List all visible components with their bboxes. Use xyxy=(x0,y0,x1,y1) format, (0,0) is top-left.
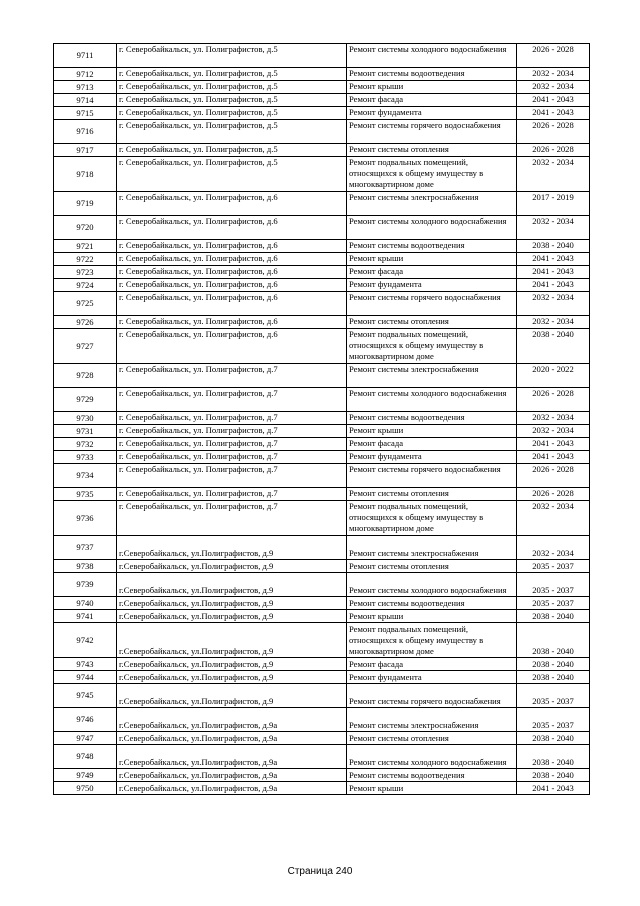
row-period: 2038 - 2040 xyxy=(517,769,590,782)
row-work-type: Ремонт системы водоотведения xyxy=(347,240,517,253)
table-row xyxy=(54,425,590,438)
row-work-type: Ремонт крыши xyxy=(347,81,517,94)
table-row xyxy=(54,658,590,671)
row-work-type: Ремонт подвальных помещений, относящихся к общему имуществу в многоквартирном доме xyxy=(347,501,517,536)
row-work-type: Ремонт системы отопления xyxy=(347,316,517,329)
row-period: 2038 - 2040 xyxy=(517,623,590,658)
row-number: 9727 xyxy=(54,329,117,364)
row-work-type: Ремонт системы электроснабжения xyxy=(347,364,517,388)
table-row xyxy=(54,364,590,388)
table-row xyxy=(54,464,590,488)
row-work-type: Ремонт системы отопления xyxy=(347,560,517,573)
row-address: г. Северобайкальск, ул. Полиграфистов, д.7 xyxy=(117,425,347,438)
row-address: г. Северобайкальск, ул. Полиграфистов, д.6 xyxy=(117,279,347,292)
row-period: 2038 - 2040 xyxy=(517,240,590,253)
row-address: г. Северобайкальск, ул. Полиграфистов, д.6 xyxy=(117,329,347,364)
row-work-type: Ремонт крыши xyxy=(347,253,517,266)
table-row xyxy=(54,107,590,120)
table-row xyxy=(54,536,590,560)
row-address: г.Северобайкальск, ул.Полиграфистов, д.9 xyxy=(117,536,347,560)
row-address: г. Северобайкальск, ул. Полиграфистов, д.7 xyxy=(117,438,347,451)
row-period: 2032 - 2034 xyxy=(517,68,590,81)
row-number: 9744 xyxy=(54,671,117,684)
row-work-type: Ремонт системы отопления xyxy=(347,732,517,745)
row-number: 9714 xyxy=(54,94,117,107)
row-period: 2032 - 2034 xyxy=(517,81,590,94)
row-work-type: Ремонт системы электроснабжения xyxy=(347,192,517,216)
row-period: 2035 - 2037 xyxy=(517,708,590,732)
row-address: г.Северобайкальск, ул.Полиграфистов, д.9 xyxy=(117,610,347,623)
row-work-type: Ремонт системы электроснабжения xyxy=(347,536,517,560)
row-address: г. Северобайкальск, ул. Полиграфистов, д.6 xyxy=(117,240,347,253)
row-work-type: Ремонт системы горячего водоснабжения xyxy=(347,684,517,708)
table-row xyxy=(54,81,590,94)
row-period: 2038 - 2040 xyxy=(517,671,590,684)
table-row xyxy=(54,769,590,782)
row-address: г. Северобайкальск, ул. Полиграфистов, д.6 xyxy=(117,266,347,279)
table-body xyxy=(54,44,590,795)
row-period: 2041 - 2043 xyxy=(517,782,590,795)
table-row xyxy=(54,451,590,464)
row-number: 9730 xyxy=(54,412,117,425)
row-period: 2032 - 2034 xyxy=(517,216,590,240)
table-row xyxy=(54,412,590,425)
row-work-type: Ремонт фундамента xyxy=(347,107,517,120)
row-period: 2041 - 2043 xyxy=(517,451,590,464)
row-number: 9712 xyxy=(54,68,117,81)
row-work-type: Ремонт системы холодного водоснабжения xyxy=(347,573,517,597)
page-number: Страница 240 xyxy=(287,866,353,877)
row-number: 9718 xyxy=(54,157,117,192)
table-row xyxy=(54,94,590,107)
row-work-type: Ремонт подвальных помещений, относящихся к общему имуществу в многоквартирном доме xyxy=(347,623,517,658)
row-period: 2032 - 2034 xyxy=(517,292,590,316)
row-number: 9750 xyxy=(54,782,117,795)
table-row xyxy=(54,68,590,81)
row-number: 9733 xyxy=(54,451,117,464)
table-row xyxy=(54,623,590,658)
table-row xyxy=(54,388,590,412)
table-row xyxy=(54,329,590,364)
row-number: 9748 xyxy=(54,745,117,769)
row-address: г. Северобайкальск, ул. Полиграфистов, д.5 xyxy=(117,120,347,144)
row-number: 9728 xyxy=(54,364,117,388)
row-period: 2041 - 2043 xyxy=(517,253,590,266)
row-period: 2041 - 2043 xyxy=(517,94,590,107)
row-number: 9729 xyxy=(54,388,117,412)
row-address: г. Северобайкальск, ул. Полиграфистов, д.5 xyxy=(117,44,347,68)
row-period: 2038 - 2040 xyxy=(517,745,590,769)
row-period: 2035 - 2037 xyxy=(517,560,590,573)
table-row xyxy=(54,266,590,279)
row-address: г. Северобайкальск, ул. Полиграфистов, д.5 xyxy=(117,68,347,81)
row-address: г. Северобайкальск, ул. Полиграфистов, д.7 xyxy=(117,412,347,425)
row-work-type: Ремонт крыши xyxy=(347,610,517,623)
row-work-type: Ремонт системы горячего водоснабжения xyxy=(347,464,517,488)
row-work-type: Ремонт подвальных помещений, относящихся к общему имуществу в многоквартирном доме xyxy=(347,157,517,192)
row-work-type: Ремонт системы горячего водоснабжения xyxy=(347,292,517,316)
table-row xyxy=(54,745,590,769)
row-work-type: Ремонт системы горячего водоснабжения xyxy=(347,120,517,144)
table-row xyxy=(54,157,590,192)
row-number: 9740 xyxy=(54,597,117,610)
row-address: г.Северобайкальск, ул.Полиграфистов, д.9 xyxy=(117,658,347,671)
row-address: г. Северобайкальск, ул. Полиграфистов, д.5 xyxy=(117,94,347,107)
row-number: 9722 xyxy=(54,253,117,266)
row-period: 2032 - 2034 xyxy=(517,536,590,560)
table-row xyxy=(54,279,590,292)
row-address: г. Северобайкальск, ул. Полиграфистов, д.5 xyxy=(117,157,347,192)
row-address: г.Северобайкальск, ул.Полиграфистов, д.9 xyxy=(117,671,347,684)
repair-schedule-table xyxy=(53,43,590,795)
table-row xyxy=(54,316,590,329)
row-period: 2026 - 2028 xyxy=(517,120,590,144)
row-work-type: Ремонт крыши xyxy=(347,425,517,438)
table-row xyxy=(54,144,590,157)
row-number: 9724 xyxy=(54,279,117,292)
row-address: г. Северобайкальск, ул. Полиграфистов, д.6 xyxy=(117,253,347,266)
row-period: 2035 - 2037 xyxy=(517,597,590,610)
row-address: г. Северобайкальск, ул. Полиграфистов, д.5 xyxy=(117,107,347,120)
row-period: 2038 - 2040 xyxy=(517,732,590,745)
row-work-type: Ремонт системы водоотведения xyxy=(347,769,517,782)
table-row xyxy=(54,240,590,253)
row-address: г.Северобайкальск, ул.Полиграфистов, д.9а xyxy=(117,732,347,745)
table-row xyxy=(54,438,590,451)
row-period: 2032 - 2034 xyxy=(517,501,590,536)
row-address: г. Северобайкальск, ул. Полиграфистов, д.6 xyxy=(117,216,347,240)
row-work-type: Ремонт фасада xyxy=(347,266,517,279)
row-address: г.Северобайкальск, ул.Полиграфистов, д.9 xyxy=(117,684,347,708)
table-row xyxy=(54,610,590,623)
row-number: 9720 xyxy=(54,216,117,240)
row-address: г.Северобайкальск, ул.Полиграфистов, д.9а xyxy=(117,745,347,769)
row-number: 9717 xyxy=(54,144,117,157)
table-row xyxy=(54,501,590,536)
row-address: г. Северобайкальск, ул. Полиграфистов, д.6 xyxy=(117,292,347,316)
row-period: 2041 - 2043 xyxy=(517,279,590,292)
row-number: 9747 xyxy=(54,732,117,745)
row-period: 2032 - 2034 xyxy=(517,412,590,425)
row-address: г. Северобайкальск, ул. Полиграфистов, д.6 xyxy=(117,192,347,216)
table-row xyxy=(54,44,590,68)
row-work-type: Ремонт фундамента xyxy=(347,671,517,684)
table-row xyxy=(54,708,590,732)
table-row xyxy=(54,684,590,708)
row-number: 9731 xyxy=(54,425,117,438)
row-number: 9739 xyxy=(54,573,117,597)
row-number: 9746 xyxy=(54,708,117,732)
row-number: 9721 xyxy=(54,240,117,253)
row-work-type: Ремонт системы электроснабжения xyxy=(347,708,517,732)
row-number: 9716 xyxy=(54,120,117,144)
row-number: 9745 xyxy=(54,684,117,708)
table-row xyxy=(54,292,590,316)
row-period: 2038 - 2040 xyxy=(517,610,590,623)
row-address: г. Северобайкальск, ул. Полиграфистов, д.7 xyxy=(117,388,347,412)
row-address: г. Северобайкальск, ул. Полиграфистов, д.6 xyxy=(117,316,347,329)
row-number: 9711 xyxy=(54,44,117,68)
row-period: 2038 - 2040 xyxy=(517,329,590,364)
row-address: г.Северобайкальск, ул.Полиграфистов, д.9 xyxy=(117,560,347,573)
table-row xyxy=(54,573,590,597)
row-work-type: Ремонт фундамента xyxy=(347,279,517,292)
row-period: 2032 - 2034 xyxy=(517,425,590,438)
table-row xyxy=(54,597,590,610)
row-number: 9723 xyxy=(54,266,117,279)
row-period: 2041 - 2043 xyxy=(517,438,590,451)
row-work-type: Ремонт фасада xyxy=(347,658,517,671)
row-period: 2035 - 2037 xyxy=(517,684,590,708)
row-address: г. Северобайкальск, ул. Полиграфистов, д.7 xyxy=(117,488,347,501)
row-work-type: Ремонт подвальных помещений, относящихся к общему имуществу в многоквартирном доме xyxy=(347,329,517,364)
table-row xyxy=(54,732,590,745)
row-number: 9742 xyxy=(54,623,117,658)
row-number: 9749 xyxy=(54,769,117,782)
row-work-type: Ремонт системы отопления xyxy=(347,144,517,157)
row-address: г.Северобайкальск, ул.Полиграфистов, д.9 xyxy=(117,573,347,597)
table-row xyxy=(54,120,590,144)
row-period: 2017 - 2019 xyxy=(517,192,590,216)
row-address: г.Северобайкальск, ул.Полиграфистов, д.9а xyxy=(117,708,347,732)
row-address: г. Северобайкальск, ул. Полиграфистов, д.5 xyxy=(117,144,347,157)
row-address: г.Северобайкальск, ул.Полиграфистов, д.9 xyxy=(117,623,347,658)
row-period: 2020 - 2022 xyxy=(517,364,590,388)
table-row xyxy=(54,782,590,795)
row-number: 9741 xyxy=(54,610,117,623)
row-number: 9719 xyxy=(54,192,117,216)
row-number: 9743 xyxy=(54,658,117,671)
row-period: 2041 - 2043 xyxy=(517,266,590,279)
row-address: г. Северобайкальск, ул. Полиграфистов, д.7 xyxy=(117,451,347,464)
row-address: г.Северобайкальск, ул.Полиграфистов, д.9 xyxy=(117,597,347,610)
row-address: г. Северобайкальск, ул. Полиграфистов, д.7 xyxy=(117,364,347,388)
row-work-type: Ремонт системы холодного водоснабжения xyxy=(347,388,517,412)
row-period: 2026 - 2028 xyxy=(517,44,590,68)
row-work-type: Ремонт системы холодного водоснабжения xyxy=(347,44,517,68)
row-number: 9726 xyxy=(54,316,117,329)
row-number: 9713 xyxy=(54,81,117,94)
row-number: 9732 xyxy=(54,438,117,451)
table-row xyxy=(54,488,590,501)
row-number: 9738 xyxy=(54,560,117,573)
row-address: г. Северобайкальск, ул. Полиграфистов, д.7 xyxy=(117,501,347,536)
row-period: 2032 - 2034 xyxy=(517,157,590,192)
row-work-type: Ремонт фасада xyxy=(347,438,517,451)
table-row xyxy=(54,671,590,684)
row-period: 2032 - 2034 xyxy=(517,316,590,329)
row-work-type: Ремонт системы холодного водоснабжения xyxy=(347,745,517,769)
row-period: 2026 - 2028 xyxy=(517,388,590,412)
row-number: 9737 xyxy=(54,536,117,560)
row-address: г. Северобайкальск, ул. Полиграфистов, д.5 xyxy=(117,81,347,94)
row-period: 2026 - 2028 xyxy=(517,144,590,157)
table-row xyxy=(54,192,590,216)
row-work-type: Ремонт системы отопления xyxy=(347,488,517,501)
row-period: 2026 - 2028 xyxy=(517,464,590,488)
row-address: г.Северобайкальск, ул.Полиграфистов, д.9а xyxy=(117,782,347,795)
row-period: 2038 - 2040 xyxy=(517,658,590,671)
row-work-type: Ремонт системы водоотведения xyxy=(347,68,517,81)
row-period: 2026 - 2028 xyxy=(517,488,590,501)
row-period: 2035 - 2037 xyxy=(517,573,590,597)
table-row xyxy=(54,560,590,573)
row-period: 2041 - 2043 xyxy=(517,107,590,120)
row-work-type: Ремонт системы холодного водоснабжения xyxy=(347,216,517,240)
row-work-type: Ремонт фундамента xyxy=(347,451,517,464)
row-address: г. Северобайкальск, ул. Полиграфистов, д.7 xyxy=(117,464,347,488)
row-number: 9734 xyxy=(54,464,117,488)
row-work-type: Ремонт системы водоотведения xyxy=(347,597,517,610)
table-row xyxy=(54,216,590,240)
row-number: 9715 xyxy=(54,107,117,120)
row-work-type: Ремонт фасада xyxy=(347,94,517,107)
row-number: 9725 xyxy=(54,292,117,316)
row-number: 9736 xyxy=(54,501,117,536)
row-address: г.Северобайкальск, ул.Полиграфистов, д.9а xyxy=(117,769,347,782)
table-row xyxy=(54,253,590,266)
row-work-type: Ремонт крыши xyxy=(347,782,517,795)
row-number: 9735 xyxy=(54,488,117,501)
row-work-type: Ремонт системы водоотведения xyxy=(347,412,517,425)
